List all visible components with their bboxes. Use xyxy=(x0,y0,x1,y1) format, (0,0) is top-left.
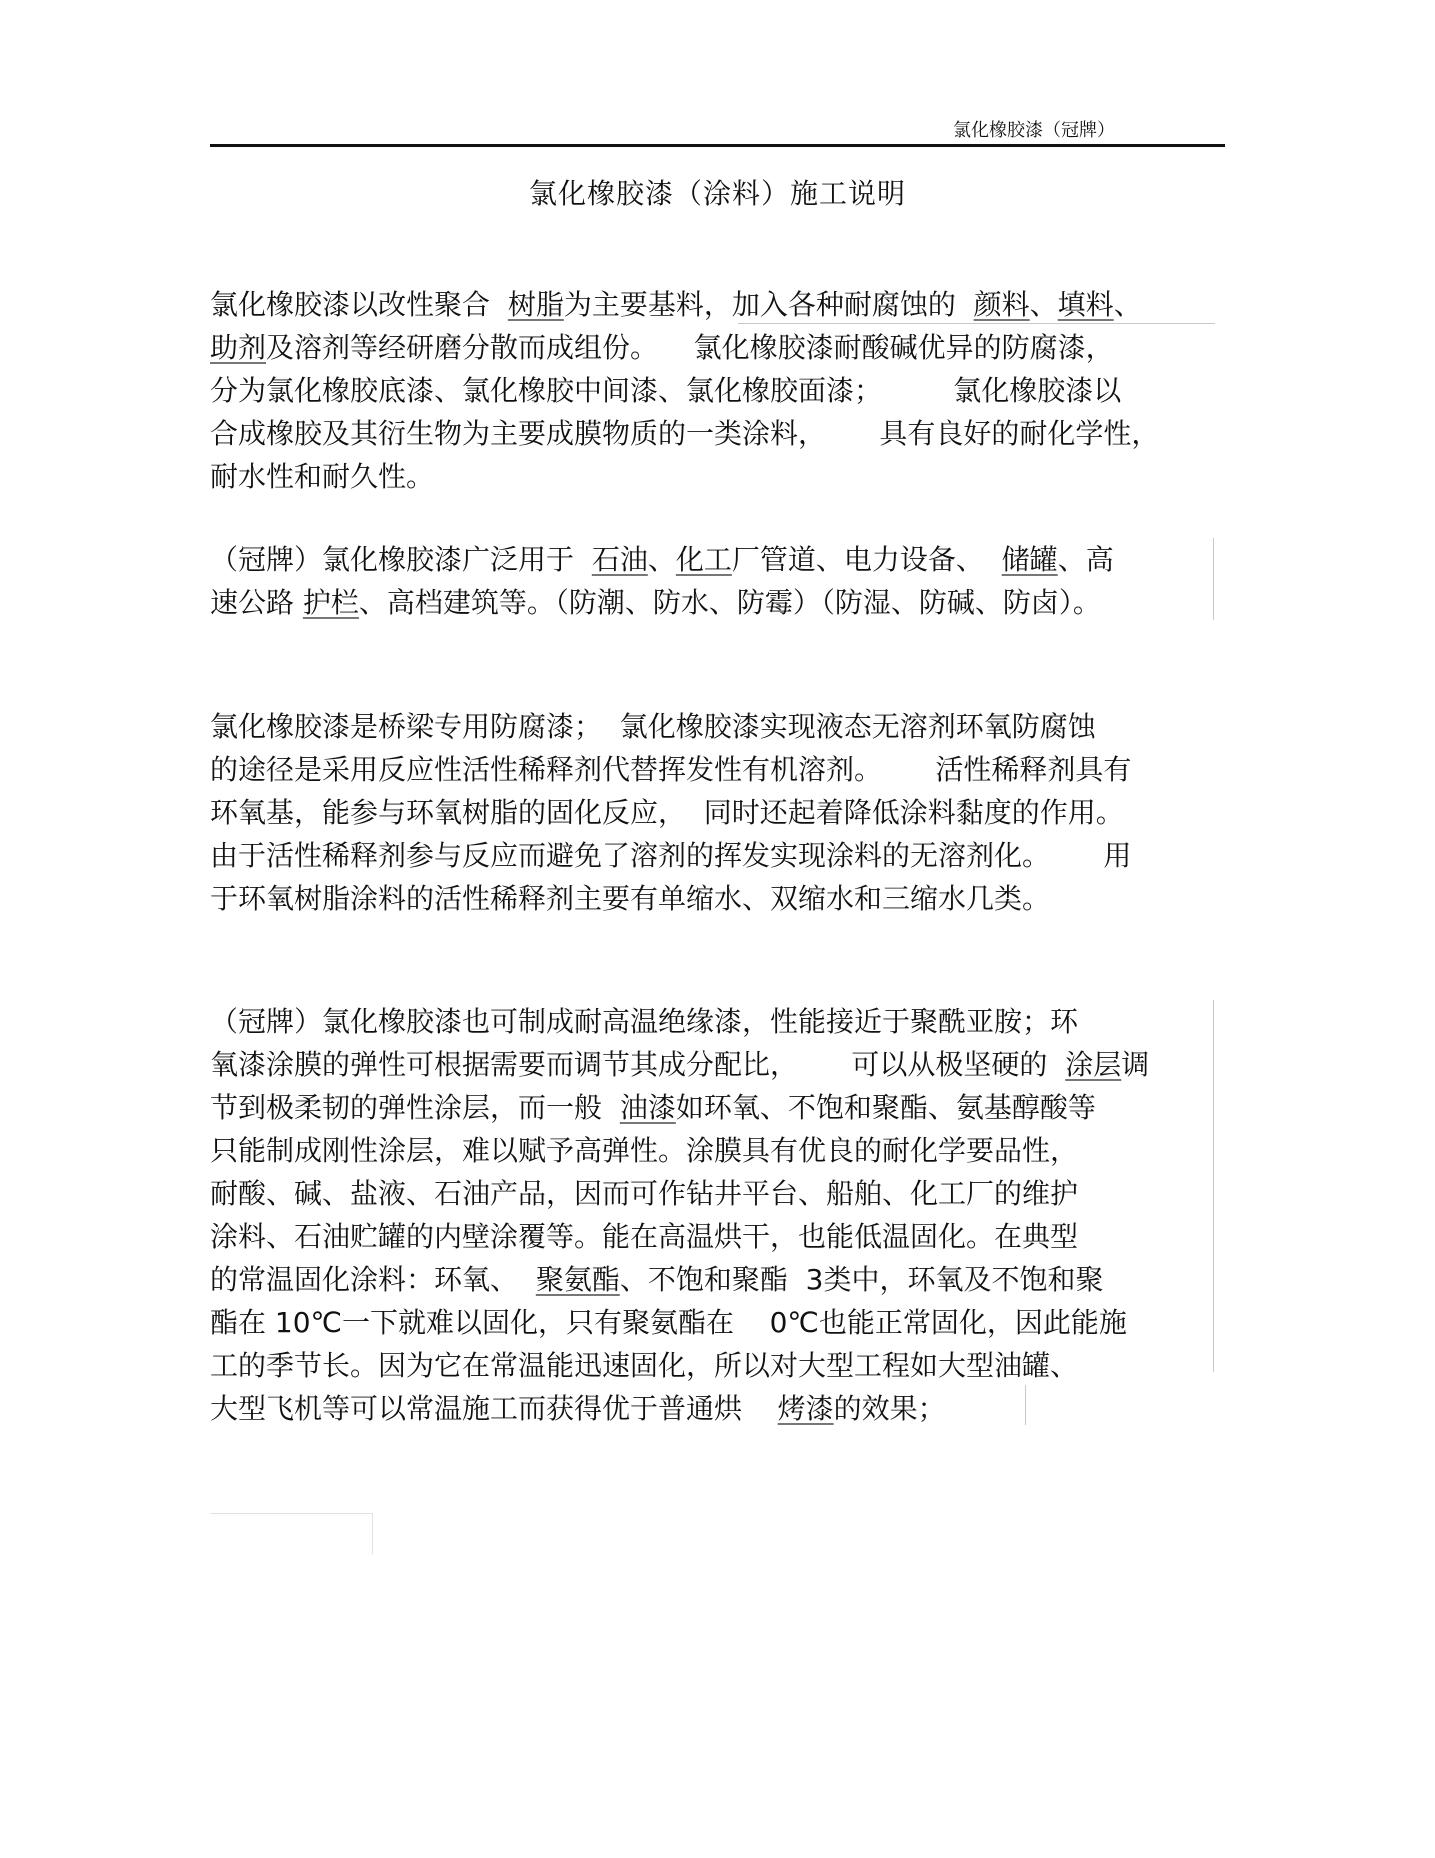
text-segment: 耐酸、碱、盐液、石油产品，因而可作钻井平台、船舶、化工厂的维护 xyxy=(210,1177,1079,1210)
text-segment: 的效果； xyxy=(833,1392,946,1425)
keyword-link[interactable]: 护栏 xyxy=(302,586,359,619)
text-line xyxy=(210,369,1121,412)
page-artifact xyxy=(210,1513,373,1554)
text-segment: 环氧基，能参与环氧树脂的固化反应， 同时还起着降低涂料黏度的作用。 xyxy=(210,796,1124,829)
text-segment: 合成橡胶及其衍生物为主要成膜物质的一类涂料， 具有良好的耐化学性， xyxy=(210,417,1160,450)
text-line xyxy=(210,1086,1096,1129)
text-line xyxy=(210,283,1142,326)
keyword-link[interactable]: 油漆 xyxy=(619,1091,676,1124)
keyword-link[interactable]: 烤漆 xyxy=(777,1392,834,1425)
selection-box-edge xyxy=(1025,1385,1026,1425)
text-line xyxy=(210,1344,1078,1387)
text-line xyxy=(210,1000,1078,1043)
text-segment: 氯化橡胶漆以改性聚合 xyxy=(210,288,508,321)
text-segment: 、 xyxy=(1113,288,1142,321)
text-segment: 如环氧、不饱和聚酯、氨基醇酸等 xyxy=(675,1091,1096,1124)
text-segment: 、 xyxy=(1029,288,1058,321)
text-line xyxy=(210,1301,1127,1344)
text-segment: 调 xyxy=(1121,1048,1150,1081)
text-segment: 、 xyxy=(647,543,676,576)
text-segment: 酯在 10℃一下就难以固化，只有聚氨酯在 0℃也能正常固化，因此能施 xyxy=(210,1306,1127,1339)
text-segment: 速公路 xyxy=(210,586,303,619)
text-segment: 涂料、石油贮罐的内壁涂覆等。能在高温烘干，也能低温固化。在典型 xyxy=(210,1220,1079,1253)
text-segment: （冠牌）氯化橡胶漆也可制成耐高温绝缘漆，性能接近于聚酰亚胺；环 xyxy=(210,1005,1079,1038)
text-line xyxy=(210,1043,1149,1086)
text-line xyxy=(210,1387,946,1430)
text-segment: 于环氧树脂涂料的活性稀释剂主要有单缩水、双缩水和三缩水几类。 xyxy=(210,882,1051,915)
text-segment: 的途径是采用反应性活性稀释剂代替挥发性有机溶剂。 活性稀释剂具有 xyxy=(210,753,1132,786)
selection-box-edge xyxy=(1213,538,1214,620)
text-line xyxy=(210,705,1096,748)
text-segment: 只能制成刚性涂层，难以赋予高弹性。涂膜具有优良的耐化学要品性， xyxy=(210,1134,1079,1167)
keyword-link[interactable]: 树脂 xyxy=(507,288,564,321)
text-segment: 节到极柔韧的弹性涂层，而一般 xyxy=(210,1091,620,1124)
page-header xyxy=(210,108,1225,147)
text-line xyxy=(210,1258,1103,1301)
text-segment: 氯化橡胶漆是桥梁专用防腐漆； 氯化橡胶漆实现液态无溶剂环氧防腐蚀 xyxy=(210,710,1096,743)
keyword-link[interactable]: 颜料 xyxy=(973,288,1030,321)
text-segment: 氧漆涂膜的弹性可根据需要而调节其成分配比， 可以从极坚硬的 xyxy=(210,1048,1066,1081)
text-segment: 及溶剂等经研磨分散而成组份。 氯化橡胶漆耐酸碱优异的防腐漆， xyxy=(266,331,1114,364)
text-segment: 厂管道、电力设备、 xyxy=(731,543,1002,576)
text-segment: 的常温固化涂料：环氧、 xyxy=(210,1263,536,1296)
keyword-link[interactable]: 聚氨酯 xyxy=(535,1263,620,1296)
keyword-link[interactable]: 涂层 xyxy=(1065,1048,1122,1081)
document-title: 氯化橡胶漆（涂料）施工说明 xyxy=(528,177,906,210)
text-line xyxy=(210,581,1101,624)
header-text: 氯化橡胶漆（冠牌） xyxy=(953,120,1115,141)
text-line xyxy=(210,1129,1078,1172)
text-segment: 工的季节长。因为它在常温能迅速固化，所以对大型工程如大型油罐、 xyxy=(210,1349,1079,1382)
text-line xyxy=(210,538,1114,581)
text-segment: 由于活性稀释剂参与反应而避免了溶剂的挥发实现涂料的无溶剂化。 用 xyxy=(210,839,1132,872)
text-segment: 、高档建筑等。（防潮、防水、防霉）（防湿、防碱、防卤）。 xyxy=(358,586,1101,619)
selection-box-edge xyxy=(1213,1000,1214,1372)
text-line xyxy=(210,877,1050,920)
keyword-link[interactable]: 助剂 xyxy=(210,331,267,364)
text-segment: （冠牌）氯化橡胶漆广泛用于 xyxy=(210,543,592,576)
text-segment: 、不饱和聚酯 3类中，环氧及不饱和聚 xyxy=(619,1263,1104,1296)
text-line xyxy=(210,412,1159,455)
keyword-link[interactable]: 储罐 xyxy=(1001,543,1058,576)
text-line xyxy=(210,791,1124,834)
text-line xyxy=(210,1215,1078,1258)
text-segment: 耐水性和耐久性。 xyxy=(210,460,435,493)
keyword-link[interactable]: 石油 xyxy=(591,543,648,576)
text-segment: 大型飞机等可以常温施工而获得优于普通烘 xyxy=(210,1392,778,1425)
text-line xyxy=(210,1172,1078,1215)
text-line xyxy=(210,748,1131,791)
text-line xyxy=(210,834,1131,877)
text-segment: 分为氯化橡胶底漆、氯化橡胶中间漆、氯化橡胶面漆； 氯化橡胶漆以 xyxy=(210,374,1122,407)
keyword-link[interactable]: 填料 xyxy=(1057,288,1114,321)
text-line xyxy=(210,455,434,498)
selection-box-edge xyxy=(738,323,1215,324)
text-segment: 、高 xyxy=(1057,543,1114,576)
text-segment: 为主要基料，加入各种耐腐蚀的 xyxy=(563,288,974,321)
text-line xyxy=(210,326,1114,369)
keyword-link[interactable]: 化工 xyxy=(675,543,732,576)
